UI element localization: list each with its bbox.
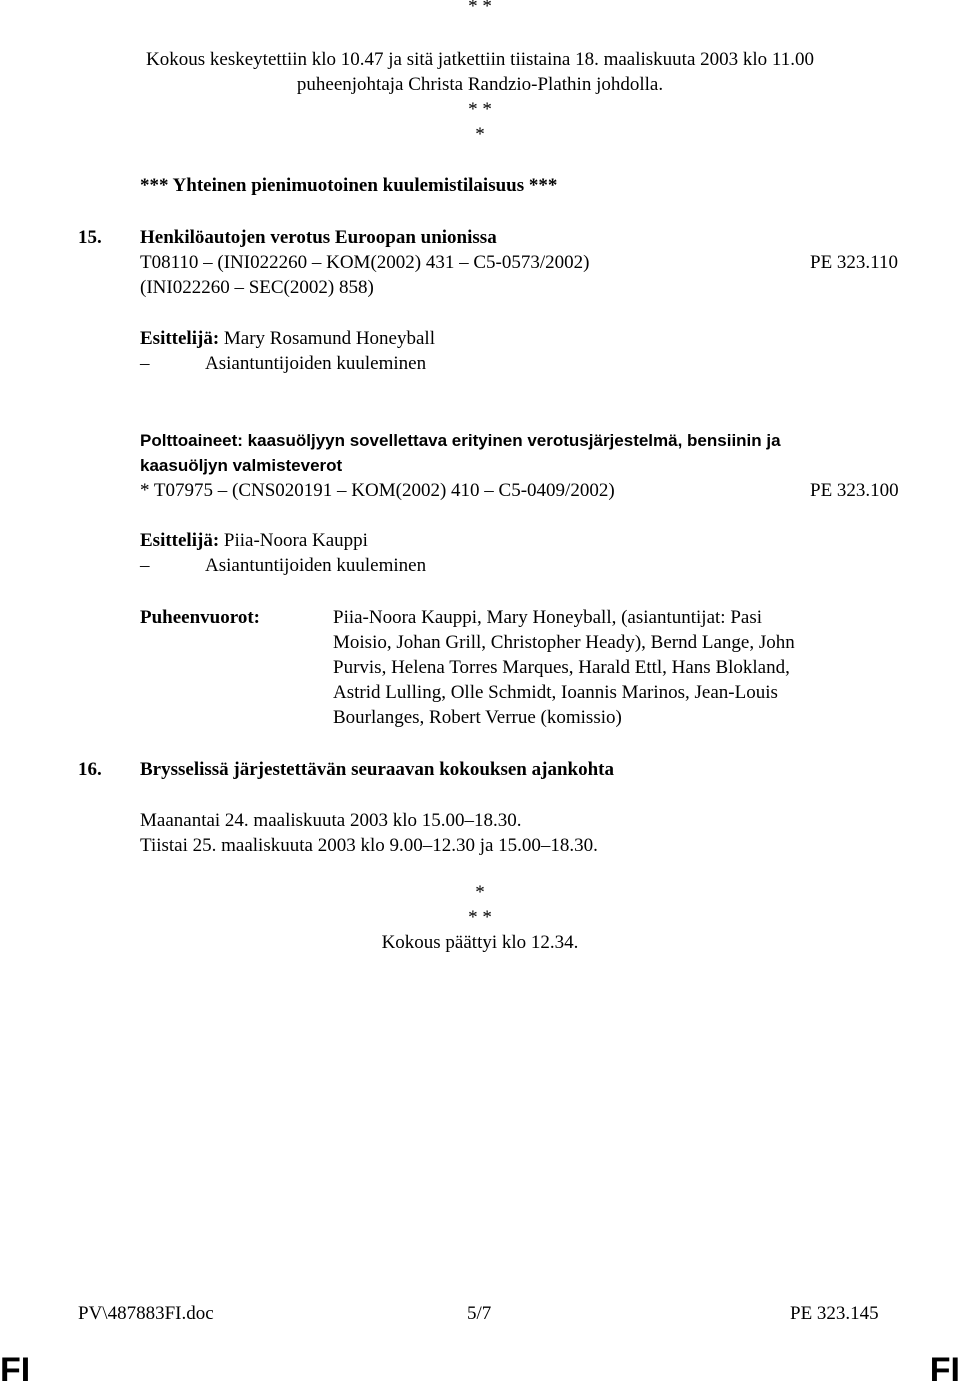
session-note-line-2: puheenjohtaja Christa Randzio-Plathin johdolla. [296,74,664,95]
separator-stars: * * [468,0,492,17]
item-title: Brysselissä järjestettävän seuraavan kokouksen ajankohta [140,759,614,780]
rapporteur-line [140,528,368,553]
document-reference: PV\487883FI.doc [78,1303,214,1324]
item-title: Polttoaineet: kaasuöljyyn sovellettava erityinen verotusjärjestelmä, bensiinin ja [140,431,781,450]
speakers-line: Piia-Noora Kauppi, Mary Honeyball, (asiantuntijat: Pasi [333,607,762,628]
dash: – [140,555,150,576]
rapporteur-label: Esittelijä: [140,530,220,551]
next-meeting-line-1: Maanantai 24. maaliskuuta 2003 klo 15.00–18.30. [140,810,522,831]
speakers-label: Puheenvuorot: [140,607,260,628]
rapporteur-label: Esittelijä: [140,328,220,349]
separator-stars: * * [468,99,492,120]
expert-hearing: Asiantuntijoiden kuuleminen [205,353,427,374]
pe-reference: PE 323.100 [810,480,899,501]
joint-debate-heading: *** Yhteinen pienimuotoinen kuulemistilaisuus *** [140,175,558,196]
rapporteur-line [140,326,435,351]
pe-reference: PE 323.110 [810,252,898,273]
procedure-reference-2: (INI022260 – SEC(2002) 858) [140,277,374,298]
procedure-reference: * T07975 – (CNS020191 – KOM(2002) 410 – C5-0409/2002) [140,480,615,501]
speakers-list [333,605,795,730]
separator-star: * [475,124,485,145]
language-code-left: FI [0,1351,31,1389]
closing-note: Kokous päättyi klo 12.34. [381,932,579,953]
item-title: Henkilöautojen verotus Euroopan unionissa [140,227,497,248]
item-number: 15. [78,227,102,248]
language-code-right: FI [929,1351,960,1389]
next-meeting-line-2: Tiistai 25. maaliskuuta 2003 klo 9.00–12.30 ja 15.00–18.30. [140,835,598,856]
item-title-line-2: kaasuöljyn valmisteverot [140,456,343,475]
speakers-line: Astrid Lulling, Olle Schmidt, Ioannis Marinos, Jean-Louis [333,682,778,703]
dash: – [140,353,150,374]
speakers-line: Purvis, Helena Torres Marques, Harald Ettl, Hans Blokland, [333,657,790,678]
session-note-line-1: Kokous keskeytettiin klo 10.47 ja sitä jatkettiin tiistaina 18. maaliskuuta 2003 klo 11.00 [146,49,814,70]
procedure-reference: T08110 – (INI022260 – KOM(2002) 431 – C5-0573/2002) [140,252,590,273]
speakers-line: Moisio, Johan Grill, Christopher Heady), Bernd Lange, John [333,632,795,653]
footer-pe-reference: PE 323.145 [790,1303,879,1324]
page-number: 5/7 [467,1303,492,1324]
separator-stars: * * [468,907,492,928]
expert-hearing: Asiantuntijoiden kuuleminen [205,555,427,576]
item-number: 16. [78,759,102,780]
separator-star: * [475,882,485,903]
rapporteur-name: Piia-Noora Kauppi [223,530,368,551]
speakers-line: Bourlanges, Robert Verrue (komissio) [333,707,622,728]
rapporteur-name: Mary Rosamund Honeyball [223,328,435,349]
